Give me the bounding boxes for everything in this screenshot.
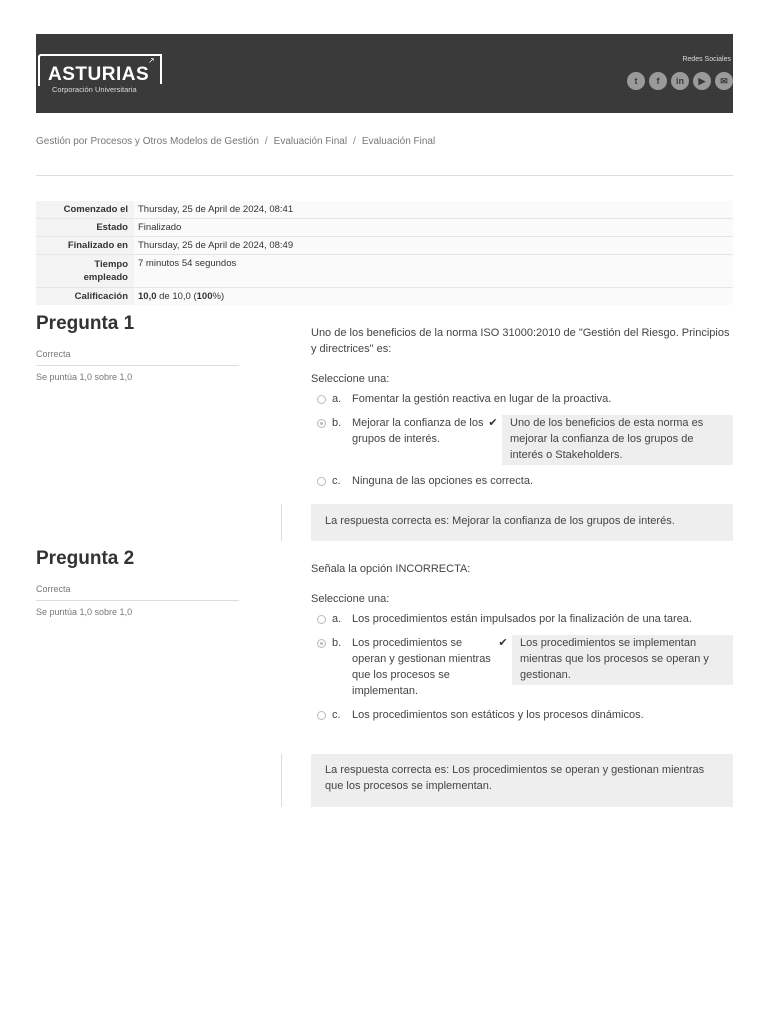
summary-value: Thursday, 25 de April de 2024, 08:49 — [134, 237, 733, 255]
option-letter: a. — [332, 613, 342, 625]
grade-percent: 100 — [196, 291, 213, 302]
breadcrumb-section[interactable]: Evaluación Final — [273, 136, 348, 147]
summary-label: Tiempo empleado — [36, 255, 134, 288]
radio-button-selected[interactable] — [317, 639, 326, 648]
question-content — [311, 561, 733, 723]
summary-row — [36, 201, 733, 219]
summary-row — [36, 288, 733, 306]
option-letter: a. — [332, 393, 342, 405]
answer-option-selected[interactable] — [311, 635, 733, 699]
check-icon: ✔ — [498, 637, 508, 649]
social-label: Redes Sociales — [682, 56, 731, 63]
logo-subtitle: Corporación Universitaria — [52, 85, 137, 94]
answer-option[interactable] — [311, 611, 733, 627]
breadcrumb-quiz[interactable]: Evaluación Final — [361, 136, 436, 147]
radio-button[interactable] — [317, 395, 326, 404]
option-feedback: Los procedimientos se implementan mientras que los procesos se operan y gestionan. — [512, 635, 733, 685]
twitter-icon[interactable]: t — [627, 72, 645, 90]
question-info — [36, 313, 239, 382]
summary-value: 7 minutos 54 segundos — [134, 255, 733, 288]
answer-rule — [281, 504, 282, 541]
logo-arrow-icon: ↗ — [148, 56, 155, 65]
question-text: Señala la opción INCORRECTA: — [311, 563, 471, 575]
answer-rule — [281, 754, 282, 807]
summary-label: Comenzado el — [63, 204, 128, 215]
radio-button[interactable] — [317, 615, 326, 624]
option-letter: b. — [332, 417, 342, 429]
logo-frame-right — [160, 54, 162, 84]
question-info — [36, 548, 239, 617]
radio-button[interactable] — [317, 711, 326, 720]
option-letter: b. — [332, 637, 342, 649]
summary-row — [36, 237, 733, 255]
summary-value: Finalizado — [134, 219, 733, 237]
linkedin-icon[interactable]: in — [671, 72, 689, 90]
check-icon: ✔ — [488, 417, 498, 429]
summary-value: Thursday, 25 de April de 2024, 08:41 — [134, 201, 733, 219]
correct-answer-box: La respuesta correcta es: Mejorar la confianza de los grupos de interés. — [311, 504, 733, 541]
summary-label: Finalizado en — [36, 237, 134, 255]
question-text: Uno de los beneficios de la norma ISO 31000:2010 de "Gestión del Riesgo. Principios y directrices" es: — [311, 327, 730, 355]
facebook-icon[interactable]: f — [649, 72, 667, 90]
correct-answer-box: La respuesta correcta es: Los procedimientos se operan y gestionan mientras que los procesos se implementan. — [311, 754, 733, 807]
breadcrumb-separator: / — [353, 136, 356, 147]
option-text: Ninguna de las opciones es correcta. — [352, 475, 533, 487]
option-letter: c. — [332, 709, 341, 721]
radio-button-selected[interactable] — [317, 419, 326, 428]
summary-label: Calificación — [36, 288, 134, 306]
summary-value — [134, 288, 733, 306]
divider — [36, 175, 733, 176]
breadcrumb-course[interactable]: Gestión por Procesos y Otros Modelos de Gestión — [36, 136, 259, 147]
question-title: Pregunta 2 — [36, 548, 135, 569]
option-text: Los procedimientos son estáticos y los procesos dinámicos. — [352, 709, 644, 721]
option-feedback: Uno de los beneficios de esta norma es mejorar la confianza de los grupos de interés o Stakeholders. — [502, 415, 733, 465]
answer-option[interactable] — [311, 473, 733, 489]
option-text: Fomentar la gestión reactiva en lugar de la proactiva. — [352, 393, 612, 405]
email-icon[interactable]: ✉ — [715, 72, 733, 90]
social-icons — [627, 72, 733, 90]
option-letter: c. — [332, 475, 341, 487]
breadcrumb-separator: / — [264, 136, 268, 147]
question-prompt: Seleccione una: — [311, 373, 390, 385]
question-state: Correcta — [36, 584, 239, 601]
grade-score: 10,0 — [138, 291, 157, 302]
grade-end: %) — [212, 291, 225, 302]
question-content — [311, 325, 733, 489]
question-title: Pregunta 1 — [36, 313, 135, 334]
grade-mid: de 10,0 ( — [156, 291, 197, 302]
youtube-icon[interactable]: ▶ — [693, 72, 711, 90]
asturias-logo[interactable] — [38, 52, 162, 94]
summary-row — [36, 219, 733, 237]
question-grade: Se puntúa 1,0 sobre 1,0 — [36, 372, 133, 382]
option-text: Mejorar la confianza de los grupos de interés. — [352, 417, 484, 445]
option-text: Los procedimientos están impulsados por la finalización de una tarea. — [352, 613, 692, 625]
option-text: Los procedimientos se operan y gestionan mientras que los procesos se implementan. — [352, 637, 491, 697]
attempt-summary-table — [36, 201, 733, 305]
summary-row — [36, 255, 733, 288]
question-state: Correcta — [36, 349, 239, 366]
radio-button[interactable] — [317, 477, 326, 486]
site-header — [36, 34, 733, 113]
answer-option[interactable] — [311, 391, 733, 407]
question-grade: Se puntúa 1,0 sobre 1,0 — [36, 607, 133, 617]
summary-label: Estado — [36, 219, 134, 237]
question-prompt: Seleccione una: — [311, 593, 390, 605]
breadcrumb — [36, 136, 435, 147]
answer-option[interactable] — [311, 707, 733, 723]
answer-option-selected[interactable] — [311, 415, 733, 465]
logo-text: ASTURIAS — [48, 64, 150, 85]
